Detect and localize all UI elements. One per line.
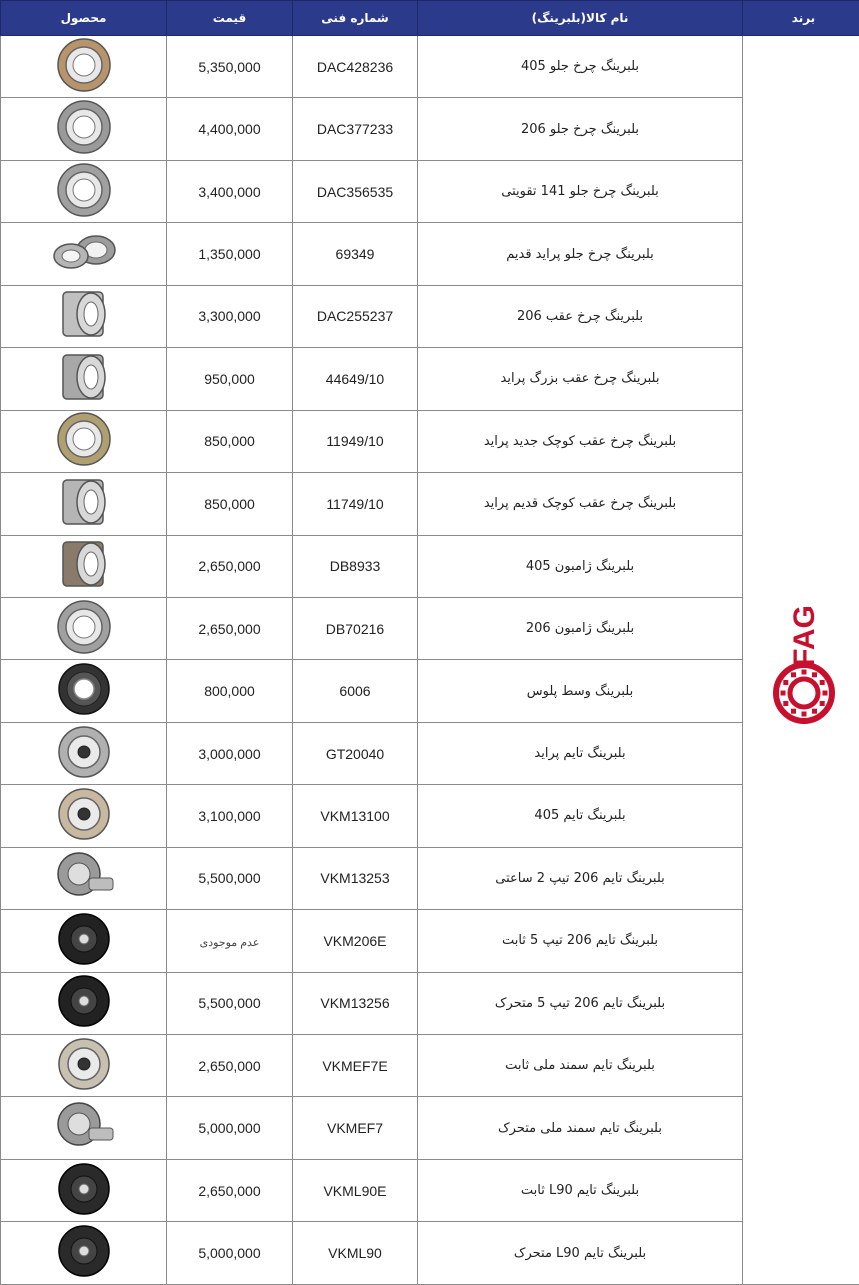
- product-name-cell: [418, 660, 743, 722]
- product-name: بلبرینگ چرخ عقب بزرگ پراید: [501, 371, 660, 386]
- brand-logo-text: FAG: [788, 605, 821, 667]
- table-row: [1, 160, 859, 222]
- part-number-cell: [293, 535, 418, 597]
- price-value: 3,300,000: [198, 308, 260, 324]
- product-image-cell: [1, 348, 167, 410]
- table-row: [1, 285, 859, 347]
- timing-pulley-icon: [51, 1036, 117, 1096]
- timing-pulley-icon: [51, 786, 117, 846]
- part-number-cell: [293, 785, 418, 847]
- product-name-cell: [418, 36, 743, 98]
- product-name: بلبرینگ تایم 206 تیپ 2 ساعتی: [495, 871, 665, 886]
- price-cell: [167, 1035, 293, 1097]
- product-image-cell: [1, 597, 167, 659]
- bearing-icon: [51, 286, 117, 346]
- product-name: بلبرینگ تایم L90 ثابت: [521, 1183, 639, 1198]
- price-value: 2,650,000: [198, 621, 260, 637]
- product-name: بلبرینگ چرخ جلو 206: [521, 122, 639, 137]
- product-name: بلبرینگ تایم L90 متحرک: [514, 1246, 646, 1261]
- tapered-bearing-icon: [51, 474, 117, 534]
- product-name-cell: [418, 160, 743, 222]
- price-cell: [167, 473, 293, 535]
- table-row: [1, 847, 859, 909]
- product-image-cell: [1, 1159, 167, 1221]
- product-name-cell: [418, 223, 743, 285]
- part-number-cell: [293, 660, 418, 722]
- tensioner-icon: [51, 1223, 117, 1283]
- part-number: VKML90E: [323, 1183, 386, 1199]
- table-row: [1, 223, 859, 285]
- price-value: 4,400,000: [198, 121, 260, 137]
- part-number-cell: [293, 597, 418, 659]
- price-value: 5,000,000: [198, 1245, 260, 1261]
- part-number-cell: [293, 348, 418, 410]
- price-cell: [167, 785, 293, 847]
- part-number: DAC356535: [317, 184, 393, 200]
- product-image-cell: [1, 535, 167, 597]
- product-name-cell: [418, 972, 743, 1034]
- price-value: 5,500,000: [198, 870, 260, 886]
- product-image-cell: [1, 410, 167, 472]
- part-number: VKM13253: [320, 870, 389, 886]
- price-cell: [167, 660, 293, 722]
- part-number-cell: [293, 972, 418, 1034]
- bearing-icon: [51, 99, 117, 159]
- table-row: [1, 597, 859, 659]
- product-image-cell: [1, 847, 167, 909]
- price-value: 3,000,000: [198, 746, 260, 762]
- product-name: بلبرینگ چرخ عقب کوچک قدیم پراید: [484, 496, 676, 511]
- price-cell: [167, 223, 293, 285]
- tapered-bearing-icon: [51, 224, 117, 284]
- price-cell: [167, 98, 293, 160]
- part-number: VKMEF7: [327, 1120, 383, 1136]
- tensioner-icon: [51, 1098, 117, 1158]
- product-image-cell: [1, 910, 167, 972]
- product-image-cell: [1, 36, 167, 98]
- product-name: بلبرینگ ژامبون 206: [526, 621, 634, 636]
- product-name-cell: [418, 1097, 743, 1159]
- part-number: VKM13256: [320, 995, 389, 1011]
- table-row: [1, 1097, 859, 1159]
- brand-cell: [743, 36, 859, 1285]
- table-row: [1, 660, 859, 722]
- price-value: 2,650,000: [198, 558, 260, 574]
- product-name: بلبرینگ تایم سمند ملی ثابت: [505, 1058, 655, 1073]
- tapered-bearing-icon: [51, 349, 117, 409]
- bearing-icon: [51, 661, 117, 721]
- product-name-cell: [418, 847, 743, 909]
- table-row: [1, 473, 859, 535]
- price-value: 5,000,000: [198, 1120, 260, 1136]
- product-name: بلبرینگ تایم 405: [534, 808, 625, 823]
- table-row: [1, 972, 859, 1034]
- timing-pulley-icon: [51, 1161, 117, 1221]
- price-cell: [167, 285, 293, 347]
- product-image-cell: [1, 660, 167, 722]
- table-row: [1, 1159, 859, 1221]
- product-name-cell: [418, 910, 743, 972]
- table-row: [1, 910, 859, 972]
- price-value: 850,000: [204, 496, 255, 512]
- part-number: 11949/10: [326, 433, 383, 449]
- product-name: بلبرینگ وسط پلوس: [527, 684, 633, 699]
- product-name: بلبرینگ تایم 206 تیپ 5 ثابت: [502, 933, 658, 948]
- price-value: 1,350,000: [198, 246, 260, 262]
- product-image-cell: [1, 98, 167, 160]
- part-number: VKMEF7E: [322, 1058, 387, 1074]
- part-number-cell: [293, 223, 418, 285]
- product-image-cell: [1, 160, 167, 222]
- table-row: [1, 1035, 859, 1097]
- part-number: 6006: [339, 683, 370, 699]
- product-name-cell: [418, 410, 743, 472]
- bearing-icon: [51, 37, 117, 97]
- product-name-cell: [418, 98, 743, 160]
- part-number-cell: [293, 1097, 418, 1159]
- price-cell: [167, 1097, 293, 1159]
- table-row: [1, 535, 859, 597]
- product-name-cell: [418, 1035, 743, 1097]
- product-image-cell: [1, 1222, 167, 1284]
- product-name-cell: [418, 1222, 743, 1284]
- part-number: 11749/10: [326, 496, 383, 512]
- product-name-cell: [418, 722, 743, 784]
- part-number: DB70216: [326, 621, 384, 637]
- product-name: بلبرینگ چرخ جلو 405: [521, 59, 639, 74]
- part-number-cell: [293, 1222, 418, 1284]
- header-code: شماره فنی: [293, 1, 418, 36]
- product-image-cell: [1, 1035, 167, 1097]
- price-cell: [167, 972, 293, 1034]
- product-name: بلبرینگ چرخ عقب کوچک جدید پراید: [484, 434, 676, 449]
- part-number: DAC255237: [317, 308, 393, 324]
- part-number: DAC428236: [317, 59, 393, 75]
- price-cell: [167, 36, 293, 98]
- product-image-cell: [1, 972, 167, 1034]
- part-number-cell: [293, 847, 418, 909]
- product-image-cell: [1, 223, 167, 285]
- product-name-cell: [418, 785, 743, 847]
- part-number: 69349: [336, 246, 375, 262]
- part-number: GT20040: [326, 746, 384, 762]
- price-cell: [167, 847, 293, 909]
- product-name: بلبرینگ چرخ جلو 141 تقویتی: [501, 184, 659, 199]
- part-number-cell: [293, 410, 418, 472]
- price-value: 3,400,000: [198, 184, 260, 200]
- price-cell: [167, 597, 293, 659]
- price-value: 3,100,000: [198, 808, 260, 824]
- stock-status: عدم موجودی: [200, 937, 260, 949]
- table-row: [1, 98, 859, 160]
- part-number-cell: [293, 1035, 418, 1097]
- product-image-cell: [1, 722, 167, 784]
- header-price: قیمت: [167, 1, 293, 36]
- price-value: 950,000: [204, 371, 255, 387]
- part-number-cell: [293, 160, 418, 222]
- part-number: VKM13100: [320, 808, 389, 824]
- product-name-cell: [418, 535, 743, 597]
- table-row: [1, 36, 859, 98]
- part-number-cell: [293, 36, 418, 98]
- product-image-cell: [1, 785, 167, 847]
- table-row: [1, 1222, 859, 1284]
- part-number-cell: [293, 910, 418, 972]
- part-number: VKML90: [328, 1245, 382, 1261]
- tensioner-icon: [51, 848, 117, 908]
- header-product: محصول: [1, 1, 167, 36]
- price-cell: [167, 535, 293, 597]
- price-value: 2,650,000: [198, 1058, 260, 1074]
- part-number-cell: [293, 285, 418, 347]
- product-name: بلبرینگ تایم 206 تیپ 5 متحرک: [495, 996, 665, 1011]
- part-number: VKM206E: [323, 933, 386, 949]
- table-row: [1, 348, 859, 410]
- table-row: [1, 410, 859, 472]
- price-cell: [167, 722, 293, 784]
- table-row: [1, 722, 859, 784]
- product-name: بلبرینگ ژامبون 405: [526, 559, 634, 574]
- product-image-cell: [1, 285, 167, 347]
- price-cell: [167, 1222, 293, 1284]
- strut-bearing-icon: [51, 536, 117, 596]
- price-cell: [167, 410, 293, 472]
- bearing-icon: [51, 411, 117, 471]
- part-number: 44649/10: [326, 371, 384, 387]
- part-number-cell: [293, 98, 418, 160]
- product-image-cell: [1, 473, 167, 535]
- price-value: 800,000: [204, 683, 255, 699]
- table-row: [1, 785, 859, 847]
- product-name-cell: [418, 348, 743, 410]
- part-number-cell: [293, 473, 418, 535]
- header-brand: برند: [743, 1, 859, 36]
- price-value: 2,650,000: [198, 1183, 260, 1199]
- product-name-cell: [418, 473, 743, 535]
- product-name: بلبرینگ چرخ عقب 206: [517, 309, 643, 324]
- product-name: بلبرینگ تایم سمند ملی متحرک: [498, 1121, 662, 1136]
- price-cell: [167, 1159, 293, 1221]
- part-number: DAC377233: [317, 121, 393, 137]
- price-value: 5,500,000: [198, 995, 260, 1011]
- price-value: 5,350,000: [198, 59, 260, 75]
- tensioner-icon: [51, 973, 117, 1033]
- bearing-icon: [51, 162, 117, 222]
- header-row: [1, 1, 859, 36]
- product-name-cell: [418, 285, 743, 347]
- product-name-cell: [418, 597, 743, 659]
- header-name: نام کالا(بلبرینگ): [418, 1, 743, 36]
- product-name: بلبرینگ تایم پراید: [534, 746, 625, 761]
- part-number-cell: [293, 722, 418, 784]
- product-name-cell: [418, 1159, 743, 1221]
- part-number-cell: [293, 1159, 418, 1221]
- price-cell: [167, 348, 293, 410]
- part-number: DB8933: [330, 558, 381, 574]
- timing-pulley-icon: [51, 724, 117, 784]
- strut-bearing-icon: [51, 599, 117, 659]
- product-image-cell: [1, 1097, 167, 1159]
- price-cell: [167, 160, 293, 222]
- timing-pulley-icon: [51, 911, 117, 971]
- fag-logo: [769, 588, 839, 732]
- price-cell: [167, 910, 293, 972]
- price-value: 850,000: [204, 433, 255, 449]
- product-name: بلبرینگ چرخ جلو پراید قدیم: [506, 247, 654, 262]
